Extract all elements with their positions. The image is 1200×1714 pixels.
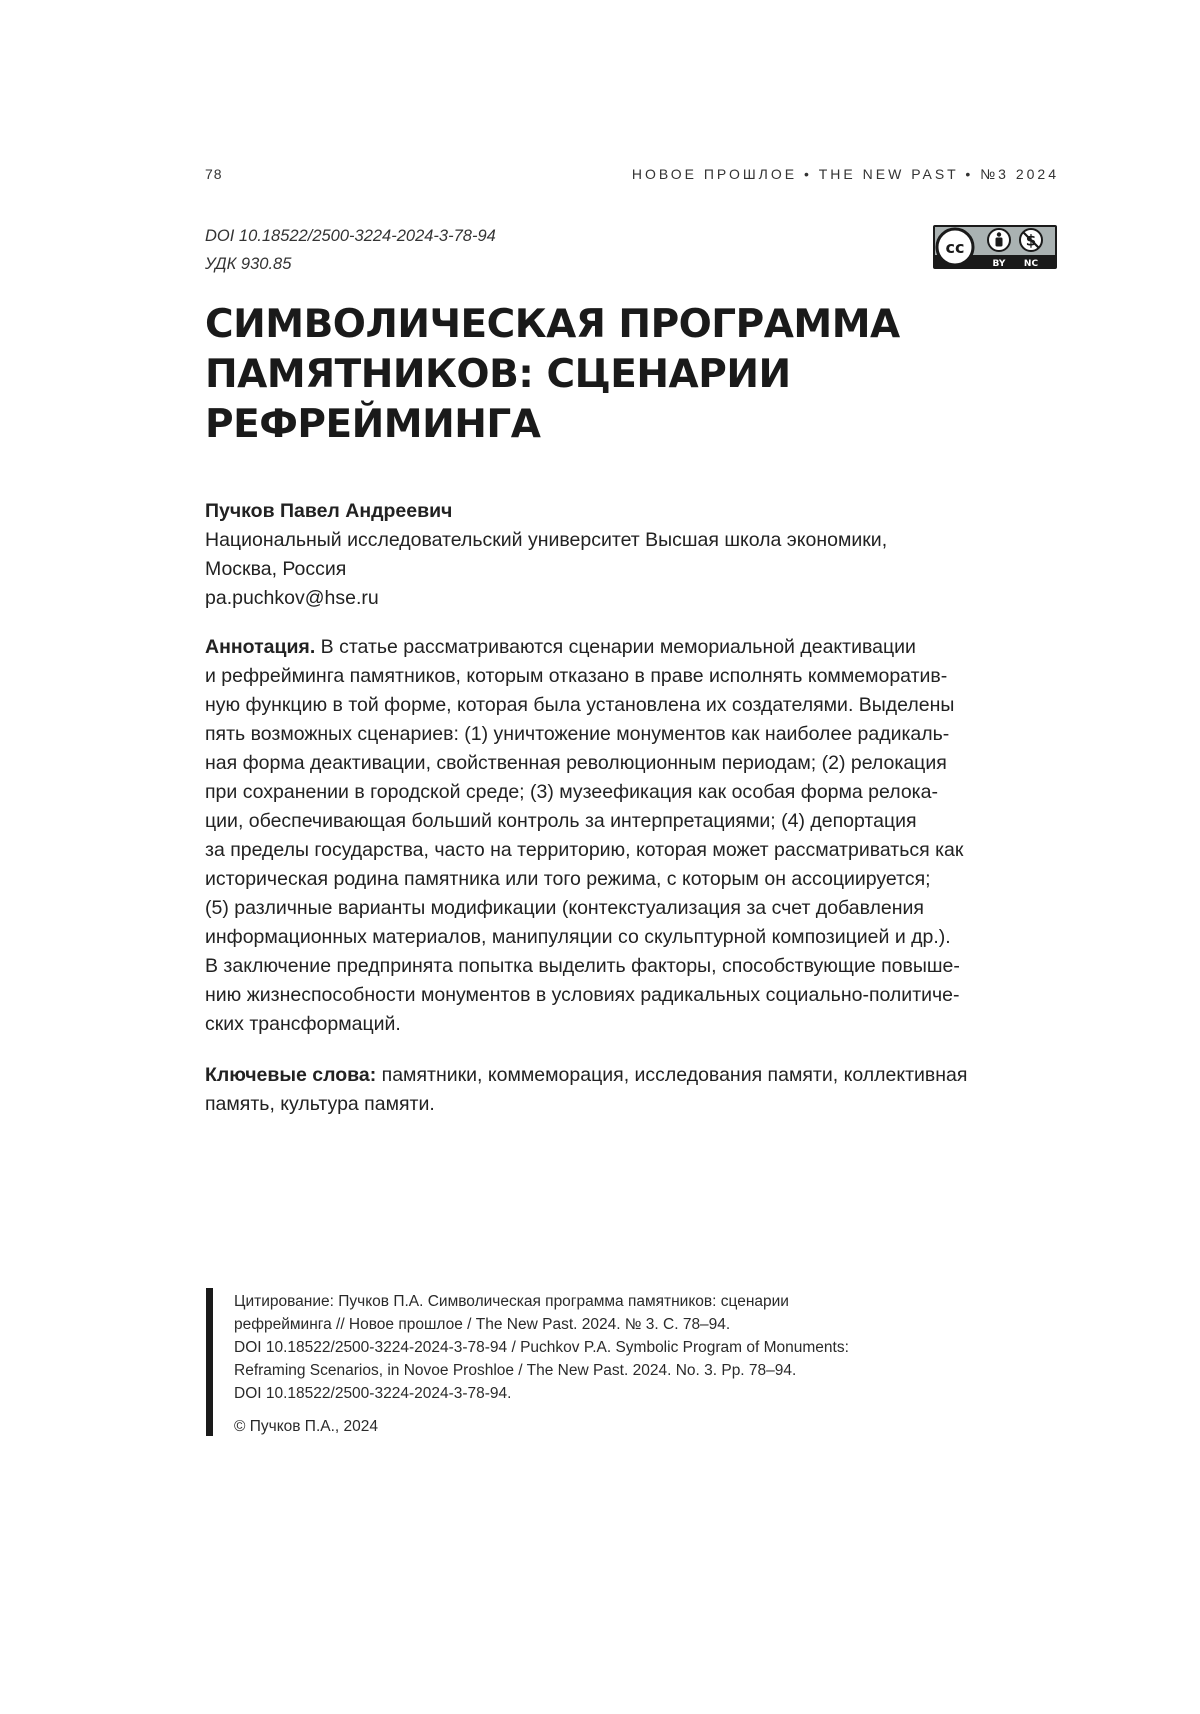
title-line: СИМВОЛИЧЕСКАЯ ПРОГРАММА [205,300,1065,350]
abstract-line: пять возможных сценариев: (1) уничтожение монументов как наиболее радикаль- [205,720,1065,749]
abstract-first-line: В статье рассматриваются сценарии мемориальной деактивации [315,636,916,658]
doi-line[interactable]: DOI 10.18522/2500-3224-2024-3-78-94 [205,222,496,250]
author-affiliation: Национальный исследовательский университет Высшая школа экономики, [205,526,887,555]
abstract-line: информационных материалов, манипуляции со скульптурной композицией и др.). [205,923,1065,952]
cc-nc-label: NC [1024,259,1039,269]
keywords-first-line: памятники, коммеморация, исследования памяти, коллективная [376,1064,967,1086]
page-number: 78 [205,166,223,182]
citation-line: Цитирование: Пучков П.А. Символическая программа памятников: сценарии [234,1290,849,1313]
citation-bar [206,1288,213,1436]
article-meta [205,222,496,278]
abstract-line: нию жизнеспособности монументов в условиях радикальных социально-политиче- [205,981,1065,1010]
abstract-line: ских трансформаций. [205,1010,1065,1039]
abstract-line: ции, обеспечивающая больший контроль за интерпретациями; (4) депортация [205,807,1065,836]
article-title [205,300,1065,450]
running-head [205,166,1059,188]
udk-line: УДК 930.85 [205,250,496,278]
abstract-line: за пределы государства, часто на территорию, которая может рассматриваться как [205,836,1065,865]
title-line: РЕФРЕЙМИНГА [205,400,1065,450]
author-affiliation: Москва, Россия [205,555,887,584]
author-name: Пучков Павел Андреевич [205,497,887,526]
abstract-line: историческая родина памятника или того режима, с которым он ассоциируется; [205,865,1065,894]
abstract-label: Аннотация. [205,636,315,658]
article-first-page [0,0,1200,1714]
title-line: ПАМЯТНИКОВ: СЦЕНАРИИ [205,350,1065,400]
abstract-line: (5) различные варианты модификации (контекстуализация за счет добавления [205,894,1065,923]
citation-line: Reframing Scenarios, in Novoe Proshloe / The New Past. 2024. No. 3. Pp. 78–94. [234,1359,849,1382]
citation-box [206,1288,966,1436]
abstract-line: и рефрейминга памятников, которым отказано в праве исполнять коммеморатив- [205,662,1065,691]
abstract-line: при сохранении в городской среде; (3) музеефикация как особая форма релока- [205,778,1065,807]
journal-running-title: НОВОЕ ПРОШЛОЕ • THE NEW PAST • №3 2024 [632,166,1059,182]
keywords-line: память, культура памяти. [205,1090,1065,1119]
citation-text [234,1290,849,1438]
abstract-line: ную функцию в той форме, которая была установлена их создателями. Выделены [205,691,1065,720]
citation-line: DOI 10.18522/2500-3224-2024-3-78-94. [234,1382,849,1405]
keywords-label: Ключевые слова: [205,1064,376,1086]
cc-by-label: BY [993,259,1006,269]
abstract-line: ная форма деактивации, свойственная революционным периодам; (2) релокация [205,749,1065,778]
svg-text:cc: cc [946,238,965,257]
abstract-line: В заключение предпринята попытка выделить факторы, способствующие повыше- [205,952,1065,981]
author-block [205,497,887,613]
author-email[interactable]: pa.puchkov@hse.ru [205,584,887,613]
keywords-line [205,1061,1065,1090]
cc-by-nc-icon [933,225,1057,269]
copyright-notice: © Пучков П.А., 2024 [234,1415,849,1438]
citation-line: DOI 10.18522/2500-3224-2024-3-78-94 / Puchkov P.A. Symbolic Program of Monuments: [234,1336,849,1359]
keywords [205,1061,1065,1119]
citation-line: рефрейминга // Новое прошлое / The New Past. 2024. № 3. С. 78–94. [234,1313,849,1336]
abstract [205,633,1065,1039]
abstract-line [205,633,1065,662]
